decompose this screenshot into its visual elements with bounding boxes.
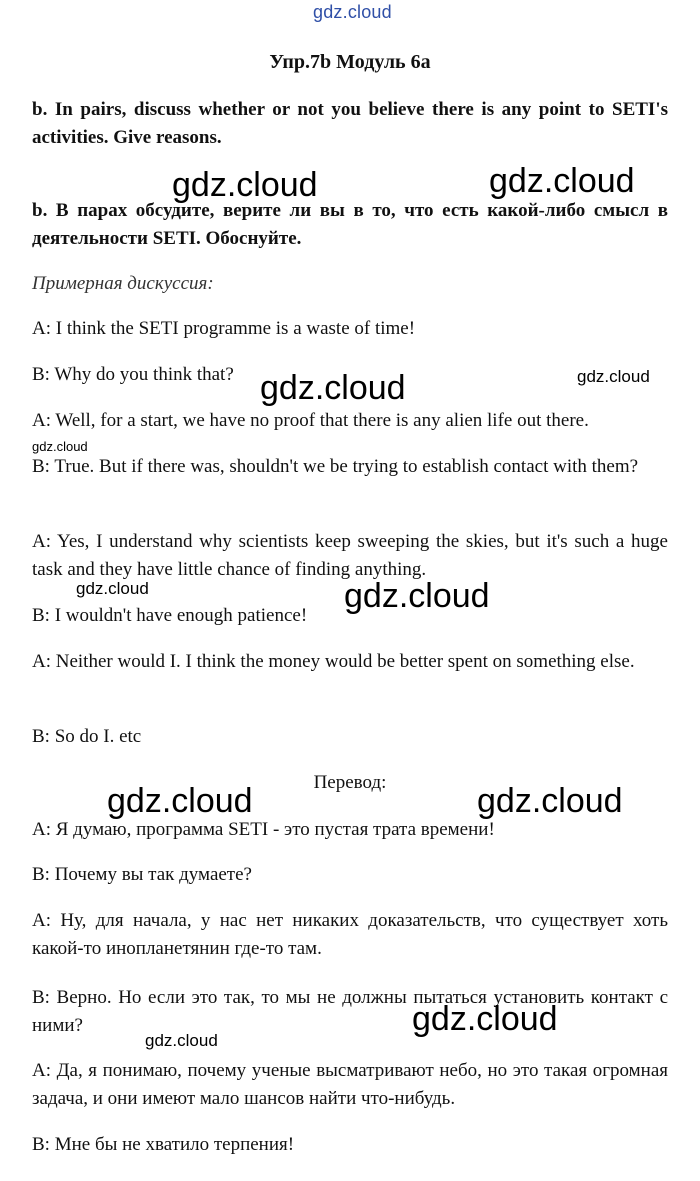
translation-label: Перевод: — [313, 772, 387, 793]
dialogue-en-line: B: I wouldn't have enough patience! — [32, 605, 308, 626]
dialogue-en-line: A: Yes, I understand why scientists keep sweeping the skies, but it's such a huge task and they have little chance of finding anything. — [32, 531, 668, 580]
site-watermark-top: gdz.cloud — [313, 2, 392, 22]
watermark-text: gdz.cloud — [76, 579, 149, 598]
task-english: b. In pairs, discuss whether or not you believe there is any point to SETI's activities. Give reasons. — [32, 99, 668, 148]
dialogue-en-line: B: So do I. etc — [32, 726, 142, 747]
watermark-text: gdz.cloud — [260, 369, 406, 407]
sample-discussion-label: Примерная дискуссия: — [32, 273, 214, 294]
watermark-text: gdz.cloud — [32, 439, 88, 454]
dialogue-en-line: A: Well, for a start, we have no proof that there is any alien life out there. — [32, 410, 589, 431]
dialogue-ru-line: B: Почему вы так думаете? — [32, 864, 252, 885]
watermark-text: gdz.cloud — [145, 1031, 218, 1050]
dialogue-ru-line: A: Ну, для начала, у нас нет никаких доказательств, что существует хоть какой-то инопланетянин где-то там. — [32, 910, 668, 959]
watermark-text: gdz.cloud — [344, 577, 490, 615]
watermark-text: gdz.cloud — [577, 367, 650, 386]
dialogue-ru-line: B: Верно. Но если это так, то мы не должны пытаться установить контакт с ними? — [32, 987, 668, 1036]
dialogue-ru-line: B: Мне бы не хватило терпения! — [32, 1134, 295, 1155]
watermark-text: gdz.cloud — [107, 782, 253, 820]
dialogue-en-line: A: I think the SETI programme is a waste of time! — [32, 318, 416, 339]
dialogue-ru-line: A: Да, я понимаю, почему ученые высматривают небо, но это такая огромная задача, и они имеют мало шансов найти что-нибудь. — [32, 1060, 668, 1109]
page-title: Упр.7b Модуль 6a — [269, 51, 431, 73]
watermark-text: gdz.cloud — [489, 162, 635, 200]
task-russian: b. В парах обсудите, верите ли вы в то, что есть какой-либо смысл в деятельности SETI. Обоснуйте. — [32, 200, 668, 249]
watermark-text: gdz.cloud — [477, 782, 623, 820]
dialogue-en-line: A: Neither would I. I think the money would be better spent on something else. — [32, 651, 635, 672]
dialogue-en-line: B: True. But if there was, shouldn't we be trying to establish contact with them? — [32, 456, 639, 477]
dialogue-ru-line: A: Я думаю, программа SETI - это пустая трата времени! — [32, 819, 495, 840]
watermark-text: gdz.cloud — [412, 1000, 558, 1038]
watermark-text: gdz.cloud — [172, 166, 318, 204]
dialogue-en-line: B: Why do you think that? — [32, 364, 234, 385]
